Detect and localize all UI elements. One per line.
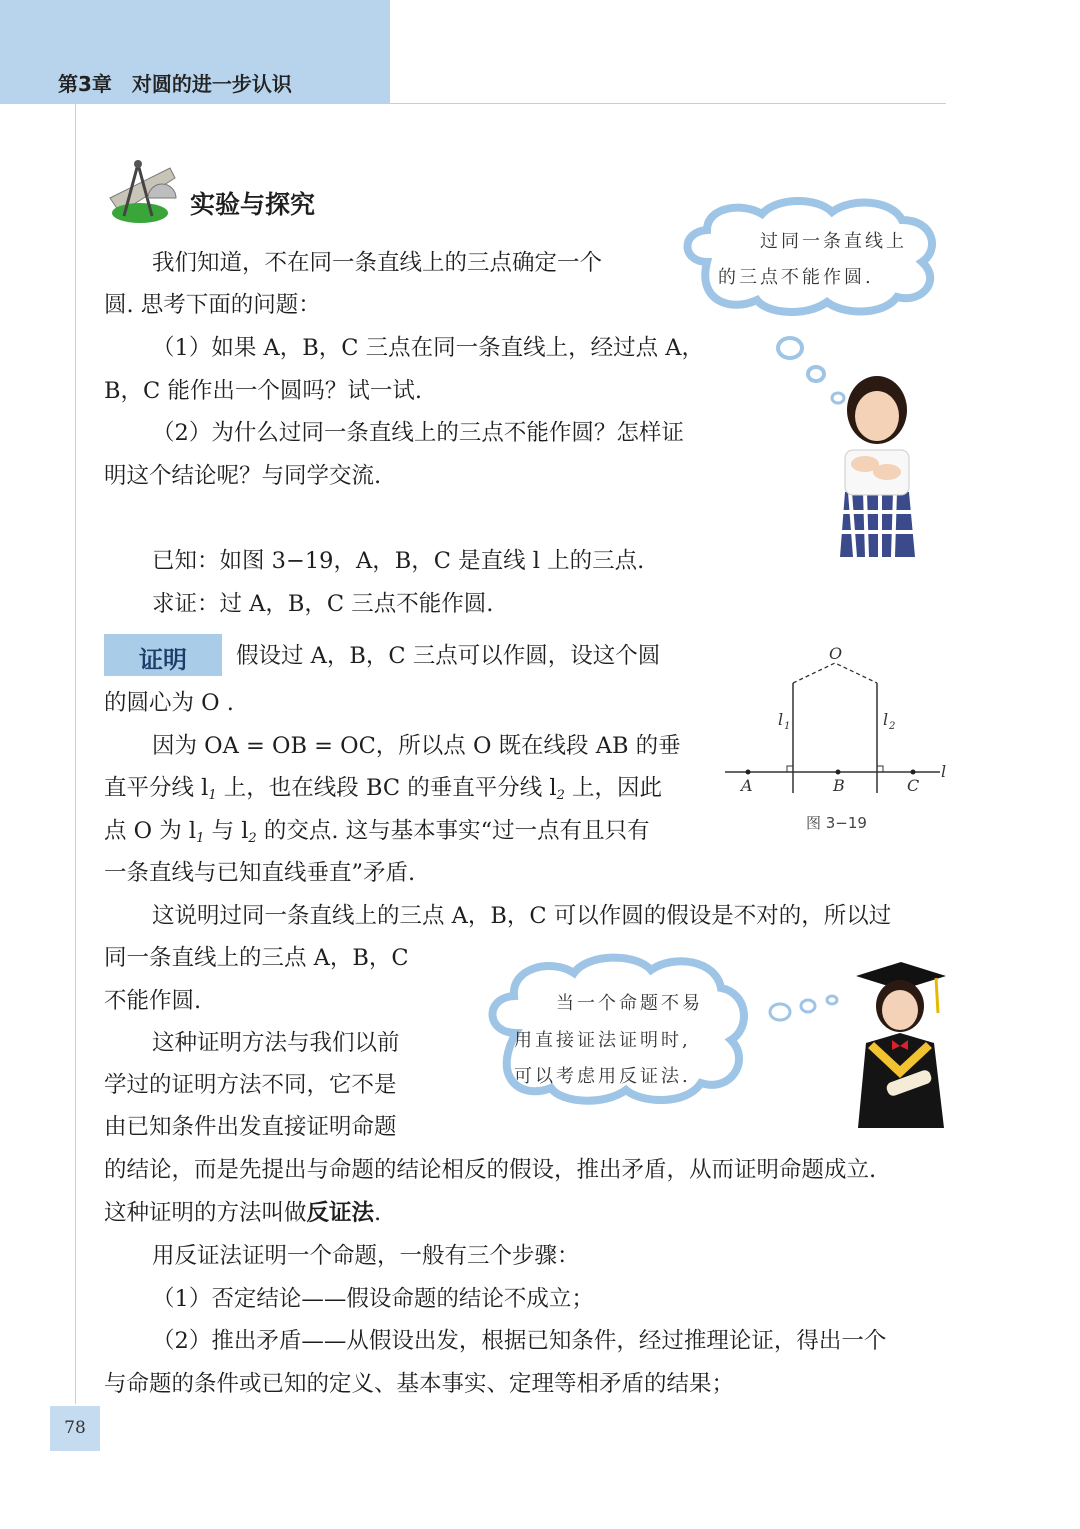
compass-protractor-icon (100, 158, 180, 228)
page-number: 78 (64, 1418, 86, 1438)
cloud2-line1: 当一个命题不易 (556, 993, 703, 1014)
point-C (911, 770, 916, 775)
term-reductio: 反证法 (306, 1200, 375, 1226)
method-line: 这种证明的方法叫做反证法. (104, 1200, 382, 1226)
right-angle-mark (787, 766, 793, 772)
figure-caption: 图 3−19 (806, 814, 867, 832)
thought-cloud (672, 192, 952, 322)
given-statement: 已知：如图 3−19，A，B，C 是直线 l 上的三点. (152, 548, 645, 574)
proof-line: 一条直线与已知直线垂直”矛盾. (104, 860, 416, 886)
proof-line: 这说明过同一条直线上的三点 A，B，C 可以作圆的假设是不对的，所以过 (152, 903, 892, 929)
cloud2-line2: 用直接证法证明时, (514, 1030, 691, 1051)
label-O: O (829, 645, 843, 663)
proof-line: 点 O 为 $l_1$ 与 $l_2$ 的交点. 这与基本事实“过一点有且只有 (104, 818, 650, 846)
method-line: 由已知条件出发直接证明命题 (104, 1114, 397, 1140)
right-angle-mark (877, 766, 883, 772)
question-1-line: （1）如果 A，B，C 三点在同一条直线上，经过点 A， (152, 335, 705, 361)
figure-3-19 (720, 645, 950, 805)
label-C: C (907, 776, 920, 795)
proof-line: 假设过 A，B，C 三点可以作圆，设这个圆 (236, 643, 661, 669)
proof-line: 同一条直线上的三点 A，B，C (104, 945, 409, 971)
proof-line: 不能作圆. (104, 988, 202, 1014)
step-1: （1）否定结论——假设命题的结论不成立； (152, 1286, 594, 1312)
header-rule (390, 103, 946, 104)
label-l2-sub: 2 (889, 721, 896, 732)
margin-rule (75, 104, 76, 1404)
proof-line: 直平分线 $l_1$ 上，也在线段 BC 的垂直平分线 $l_2$ 上，因此 (104, 775, 663, 803)
point-B (836, 770, 841, 775)
point-A (746, 770, 751, 775)
intro-line: 圆. 思考下面的问题： (104, 292, 321, 318)
thought-bubbles (766, 990, 846, 1024)
question-1-line: B，C 能作出一个圆吗？试一试. (104, 378, 423, 404)
method-line: 这种证明方法与我们以前 (152, 1030, 400, 1056)
step-2: 与命题的条件或已知的定义、基本事实、定理等相矛盾的结果； (104, 1371, 735, 1397)
cloud2-line3: 可以考虑用反证法. (514, 1066, 691, 1087)
label-B: B (833, 776, 845, 795)
thinking-girl-illustration (825, 372, 925, 562)
label-l2: l (883, 710, 889, 729)
graduate-child-illustration (846, 958, 951, 1128)
chapter-title: 第3章 对圆的进一步认识 (58, 72, 292, 96)
label-l1: l (778, 710, 784, 729)
intro-line: 我们知道，不在同一条直线上的三点确定一个 (152, 250, 603, 276)
prove-statement: 求证：过 A，B，C 三点不能作圆. (152, 591, 494, 617)
cloud1-line1: 过同一条直线上 (760, 231, 907, 252)
proof-label: 证明 (139, 646, 187, 674)
question-2-line: （2）为什么过同一条直线上的三点不能作圆？怎样证 (152, 420, 684, 446)
method-line: 的结论，而是先提出与命题的结论相反的假设，推出矛盾，从而证明命题成立. (104, 1157, 877, 1183)
step-2: （2）推出矛盾——从假设出发，根据已知条件，经过推理论证，得出一个 (152, 1328, 887, 1354)
method-line: 用反证法证明一个命题，一般有三个步骤： (152, 1243, 580, 1269)
question-2-line: 明这个结论呢？与同学交流. (104, 463, 382, 489)
proof-line: 的圆心为 O . (104, 690, 234, 716)
label-l1-sub: 1 (784, 721, 791, 732)
section-title: 实验与探究 (190, 190, 316, 219)
method-line: 学过的证明方法不同，它不是 (104, 1072, 397, 1098)
label-l: l (941, 762, 947, 781)
dashed-lines-to-O (793, 663, 877, 683)
proof-line: 因为 OA = OB = OC，所以点 O 既在线段 AB 的垂 (152, 733, 681, 759)
cloud1-line2: 的三点不能作圆. (718, 267, 874, 288)
label-A: A (741, 776, 753, 795)
